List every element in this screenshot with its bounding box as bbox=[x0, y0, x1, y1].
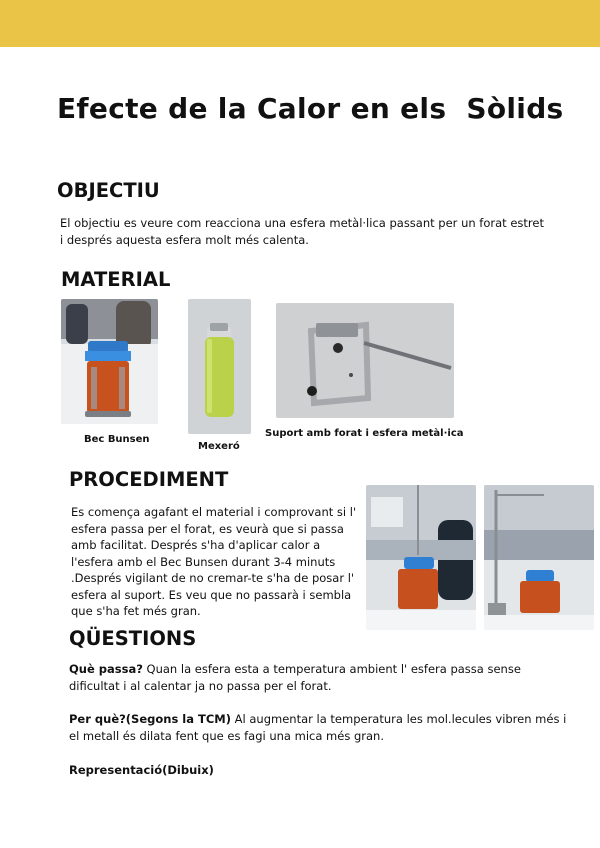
question-3 bbox=[69, 762, 567, 779]
experiment-photo-2 bbox=[484, 485, 594, 630]
objectiu-heading: OBJECTIU bbox=[57, 179, 160, 202]
questions-heading: QÜESTIONS bbox=[69, 627, 197, 650]
lighter-caption: Mexeró bbox=[198, 441, 240, 452]
material-heading: MATERIAL bbox=[61, 268, 171, 291]
procediment-heading: PROCEDIMENT bbox=[69, 468, 229, 491]
header-accent-bar bbox=[0, 0, 600, 47]
support-caption: Suport amb forat i esfera metàl·ica bbox=[265, 428, 464, 439]
procediment-text: Es comença agafant el material i comprovant si l' esfera passa per el forat, es veurà que si passa amb facilitat. Després s'ha d'aplicar calor a l'esfera amb el Bec Bunsen durant 3-4 minuts .Després vigilant de no cremar-te s'ha de posar l' esfera al suport. Es veu que no passarà i sembla que s'ha fet més gran. bbox=[71, 505, 357, 618]
page-title: Efecte de la Calor en els Sòlids bbox=[57, 92, 564, 125]
question-1 bbox=[69, 661, 567, 694]
question-2-answer: Al augmentar la temperatura les mol.lecules vibren més i el metall és dilata fent que es fagi una mica més gran. bbox=[69, 712, 567, 743]
question-1-answer: Quan la esfera esta a temperatura ambient l' esfera passa sense dificultat i al calentar ja no passa per el forat. bbox=[69, 662, 521, 693]
bunsen-burner-photo bbox=[61, 299, 158, 424]
bunsen-caption: Bec Bunsen bbox=[84, 434, 150, 445]
support-ring-photo bbox=[276, 303, 454, 418]
objectiu-text: El objectiu es veure com reacciona una esfera metàl·lica passant per un forat estret i després aquesta esfera molt més calenta. bbox=[60, 216, 544, 247]
question-2-label: Per què?(Segons la TCM) bbox=[69, 712, 231, 726]
question-3-label: Representació(Dibuix) bbox=[69, 763, 214, 777]
experiment-photo-1 bbox=[366, 485, 476, 630]
lighter-photo bbox=[188, 299, 251, 434]
question-2 bbox=[69, 711, 567, 744]
question-1-label: Què passa? bbox=[69, 662, 143, 676]
